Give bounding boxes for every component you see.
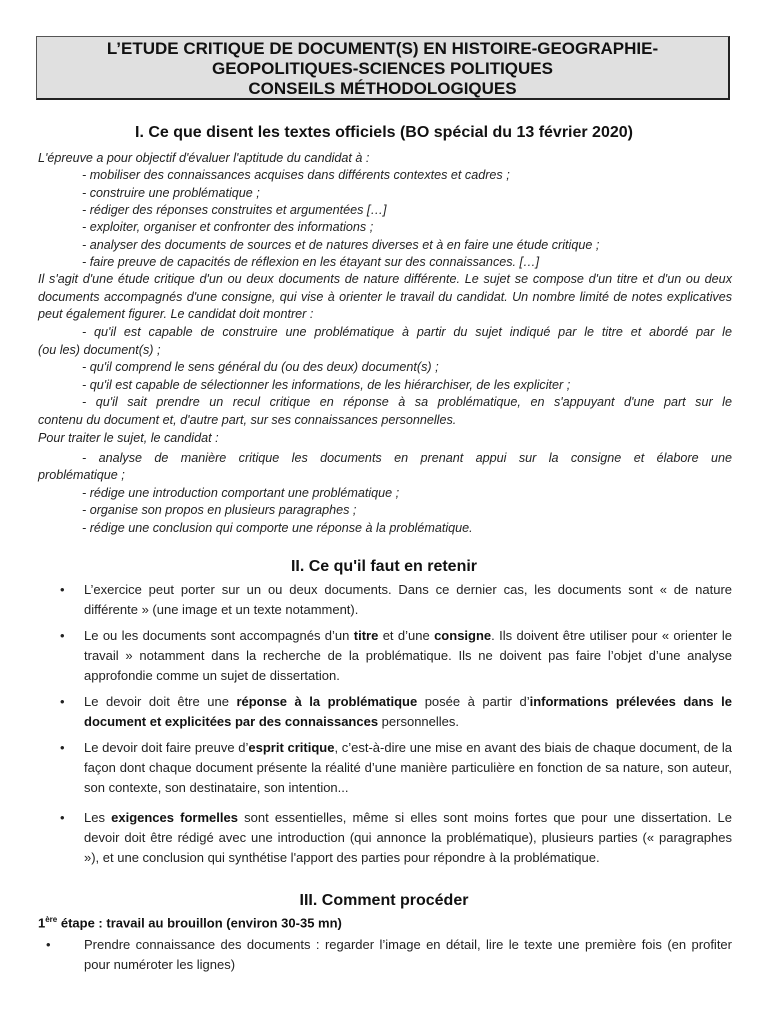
title-line-1: L’ETUDE CRITIQUE DE DOCUMENT(S) EN HISTOIRE-GEOGRAPHIE- (106, 39, 659, 58)
bullet-item-5 (38, 808, 732, 868)
bullet-bold-2: informations prélevées dans le document et explicitées par des connaissances (84, 694, 733, 729)
aim-1: - mobiliser des connaissances acquises dans différents contextes et cadres ; (82, 168, 510, 182)
section-1-intro: L'épreuve a pour objectif d'évaluer l'aptitude du candidat à : (38, 151, 370, 165)
step-label-text: étape : travail au brouillon (environ 30-35 mn) (57, 915, 342, 931)
bullet-bold: exigences formelles (111, 810, 238, 825)
bullet-icon: • (46, 937, 51, 952)
step-number: 1 (38, 915, 46, 931)
bullet-item-4 (38, 738, 732, 798)
bullet-bold-1: réponse à la problématique (236, 694, 418, 709)
bullet-icon: • (60, 628, 65, 643)
bullet-text-post: . Ils doivent être utiliser pour « orienter le travail » notamment dans la recherche de la problématique. Ils ne doivent pas faire l’objet d’une analyse approfondie comme un sujet de dissertation. (84, 628, 732, 683)
show-4-line-b: contenu du document et, d'autre part, sur ses connaissances personnelles. (38, 413, 457, 427)
aim-2: - construire une problématique ; (82, 186, 260, 200)
treat-2: - rédige une introduction comportant une problématique ; (82, 486, 400, 500)
section-1-paragraph: Il s'agit d'une étude critique d'un ou deux documents de nature différente. Le sujet se compose d'un titre et d'un ou deux documents accompagnés d'une consigne, qui vise à orienter le travail du candidat. Un nombre limité de notes explicatives peut également figurer. Le candidat doit montrer : (38, 272, 732, 321)
show-3: - qu'il est capable de sélectionner les informations, de les hiérarchiser, de les expliciter ; (82, 378, 571, 392)
treat-1-line-a: - analyse de manière critique les documents en prenant appui sur la consigne et élabore une (82, 451, 732, 465)
step-1-label (38, 915, 342, 930)
title-box (36, 36, 730, 100)
bullet-text-pre: Les (84, 810, 112, 825)
bullet-text-mid: et d’une (378, 628, 435, 643)
bullet-item-3 (38, 692, 732, 732)
bullet-text: L’exercice peut porter sur un ou deux documents. Dans ce dernier cas, les documents sont « de nature différente » (une image et un texte notamment). (84, 582, 732, 617)
section-2-bullet-list (38, 580, 732, 868)
show-1-line-a: - qu'il est capable de construire une problématique à partir du sujet indiqué par le titre et abordé par le (82, 325, 732, 339)
show-2: - qu'il comprend le sens général du (ou des deux) document(s) ; (82, 360, 439, 374)
section-3-heading: III. Comment procéder (299, 892, 469, 909)
bullet-bold-consigne: consigne (434, 628, 492, 643)
treat-1-line-b: problématique ; (38, 468, 125, 482)
bullet-text-mid: posée à partir d’ (417, 694, 530, 709)
bullet-bold-titre: titre (353, 628, 379, 643)
bullet-text: Prendre connaissance des documents : regarder l’image en détail, lire le texte une première fois (en profiter pour numéroter les lignes) (84, 937, 732, 972)
section-3-bullet-list (38, 935, 732, 975)
bullet-item-1 (38, 580, 732, 620)
bullet-item-step-1 (38, 935, 732, 975)
bullet-text-pre: Le devoir doit faire preuve d’ (84, 740, 249, 755)
bullet-icon: • (60, 740, 65, 755)
aim-6: - faire preuve de capacités de réflexion en les étayant sur des connaissances. […] (82, 255, 540, 269)
bullet-text-post: personnelles. (378, 714, 460, 729)
bullet-text-post: , c’est-à-dire une mise en avant des biais de chaque document, de la façon dont chaque document présente la réalité d’une manière particulière en fonction de sa nature, son auteur, son contexte, son destinataire, son intention... (84, 740, 732, 795)
aim-3: - rédiger des réponses construites et argumentées […] (82, 203, 387, 217)
title-line-3: CONSEILS MÉTHODOLOGIQUES (248, 79, 517, 98)
bullet-bold: esprit critique (248, 740, 335, 755)
step-ordinal: ère (45, 915, 58, 924)
bullet-item-2 (38, 626, 732, 686)
section-2-heading: II. Ce qu'il faut en retenir (290, 558, 478, 575)
bullet-icon: • (60, 582, 65, 597)
show-1-line-b: (ou les) document(s) ; (38, 343, 161, 357)
bullet-text-pre: Le ou les documents sont accompagnés d’un (84, 628, 354, 643)
treat-intro: Pour traiter le sujet, le candidat : (38, 431, 219, 445)
section-1-heading: I. Ce que disent les textes officiels (BO spécial du 13 février 2020) (135, 124, 633, 141)
treat-3: - organise son propos en plusieurs paragraphes ; (82, 503, 357, 517)
title-line-2: GEOPOLITIQUES-SCIENCES POLITIQUES (212, 59, 553, 78)
treat-4: - rédige une conclusion qui comporte une réponse à la problématique. (82, 521, 473, 535)
bullet-icon: • (60, 810, 65, 825)
aim-4: - exploiter, organiser et confronter des informations ; (82, 220, 374, 234)
aim-5: - analyser des documents de sources et de natures diverses et à en faire une étude critique ; (82, 238, 600, 252)
bullet-text-pre: Le devoir doit être une (84, 694, 237, 709)
bullet-text-post: sont essentielles, même si elles sont moins fortes que pour une dissertation. Le devoir doit être rédigé avec une introduction (qui annonce la problématique), plusieurs parties (« paragraphes »), et une conclusion qui synthétise l'apport des parties pour répondre à la problématique. (84, 810, 732, 865)
show-4-line-a: - qu'il sait prendre un recul critique en réponse à sa problématique, en s'appuyant d'une part sur le (82, 395, 732, 409)
bullet-icon: • (60, 694, 65, 709)
